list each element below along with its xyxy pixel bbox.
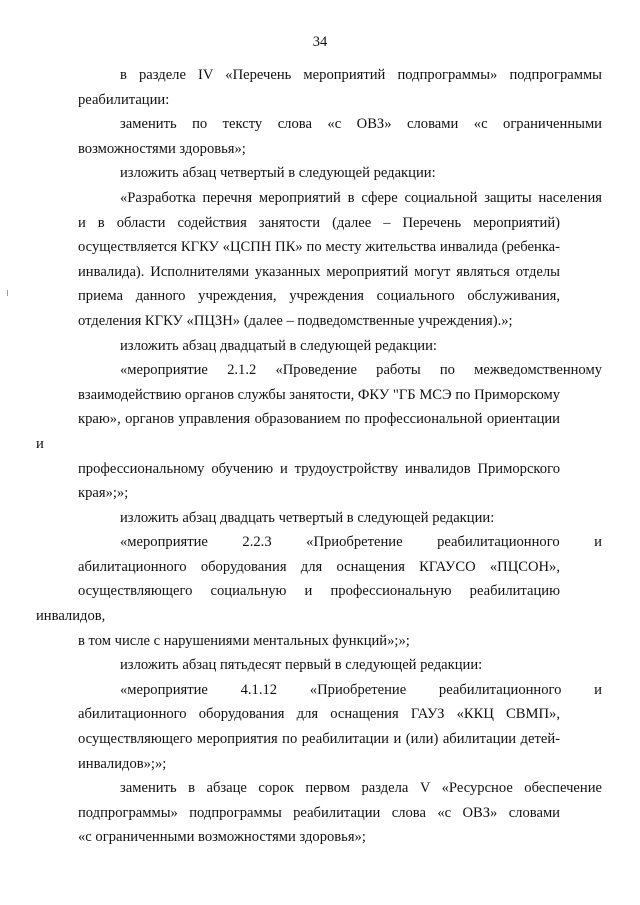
text-line: изложить абзац четвертый в следующей редакции:	[120, 165, 436, 182]
paragraph	[78, 678, 602, 776]
text-line: в том числе с нарушениями ментальных функций»;»;	[78, 632, 410, 649]
text-line: изложить абзац пятьдесят первый в следующей редакции:	[120, 657, 483, 674]
text-line: и в области содействия занятости (далее – Перечень мероприятий)	[78, 214, 560, 231]
text-line: «мероприятие 2.1.2 «Проведение работы по межведомственному	[120, 362, 602, 379]
paragraph	[78, 776, 602, 850]
paragraph	[78, 186, 602, 334]
paragraph	[78, 161, 602, 186]
text-line: абилитационного оборудования для оснащения ГАУЗ «ККЦ СВМП»,	[78, 706, 560, 723]
text-line: изложить абзац двадцатый в следующей редакции:	[120, 337, 437, 354]
text-line: «с ограниченными возможностями здоровья»;	[78, 829, 366, 846]
text-line: инвалидов»;»;	[78, 755, 167, 772]
text-line: осуществляющего мероприятия по реабилитации и (или) абилитации детей-	[78, 731, 560, 748]
text-line: краю», органов управления образованием по профессиональной ориентации и	[36, 411, 560, 452]
text-line: заменить по тексту слова «с ОВЗ» словами «с ограниченными	[120, 116, 602, 133]
paragraph	[78, 506, 602, 531]
text-line: профессиональному обучению и трудоустройству инвалидов Приморского	[78, 460, 560, 477]
text-line: осуществляется КГКУ «ЦСПН ПК» по месту жительства инвалида (ребенка-	[78, 239, 560, 256]
text-line: отделения КГКУ «ПЦЗН» (далее – подведомственные учреждения).»;	[78, 312, 513, 329]
paragraph	[78, 63, 602, 112]
document-body	[36, 63, 602, 850]
text-line: «мероприятие 4.1.12 «Приобретение реабилитационного и	[120, 681, 602, 698]
text-line: инвалида). Исполнителями указанных мероприятий могут являться отделы	[78, 263, 560, 280]
text-line: подпрограммы» подпрограммы реабилитации слова «с ОВЗ» словами	[78, 804, 560, 821]
text-line: «Разработка перечня мероприятий в сфере социальной защиты населения	[120, 189, 602, 206]
paragraph	[78, 112, 602, 161]
text-line: осуществляющего социальную и профессиональную реабилитацию инвалидов,	[36, 583, 560, 625]
text-line: в разделе IV «Перечень мероприятий подпрограммы» подпрограммы	[120, 67, 602, 83]
text-line: изложить абзац двадцать четвертый в следующей редакции:	[120, 509, 495, 526]
text-line: реабилитации:	[78, 91, 170, 108]
page-number: 34	[312, 34, 328, 50]
paragraph	[36, 358, 602, 506]
text-line: взаимодействию органов службы занятости, ФКУ "ГБ МСЭ по Приморскому	[78, 386, 560, 403]
scan-margin-mark	[7, 290, 8, 296]
paragraph	[78, 653, 602, 678]
paragraph	[36, 530, 602, 653]
text-line: приема данного учреждения, учреждения социального обслуживания,	[78, 288, 560, 305]
text-line: возможностями здоровья»;	[78, 140, 246, 157]
paragraph	[78, 334, 602, 359]
text-line: «мероприятие 2.2.3 «Приобретение реабилитационного и	[120, 534, 602, 551]
text-line: заменить в абзаце сорок первом раздела V «Ресурсное обеспечение	[120, 780, 602, 797]
text-line: абилитационного оборудования для оснащения КГАУСО «ПЦСОН»,	[78, 558, 560, 575]
text-line: края»;»;	[78, 485, 129, 502]
